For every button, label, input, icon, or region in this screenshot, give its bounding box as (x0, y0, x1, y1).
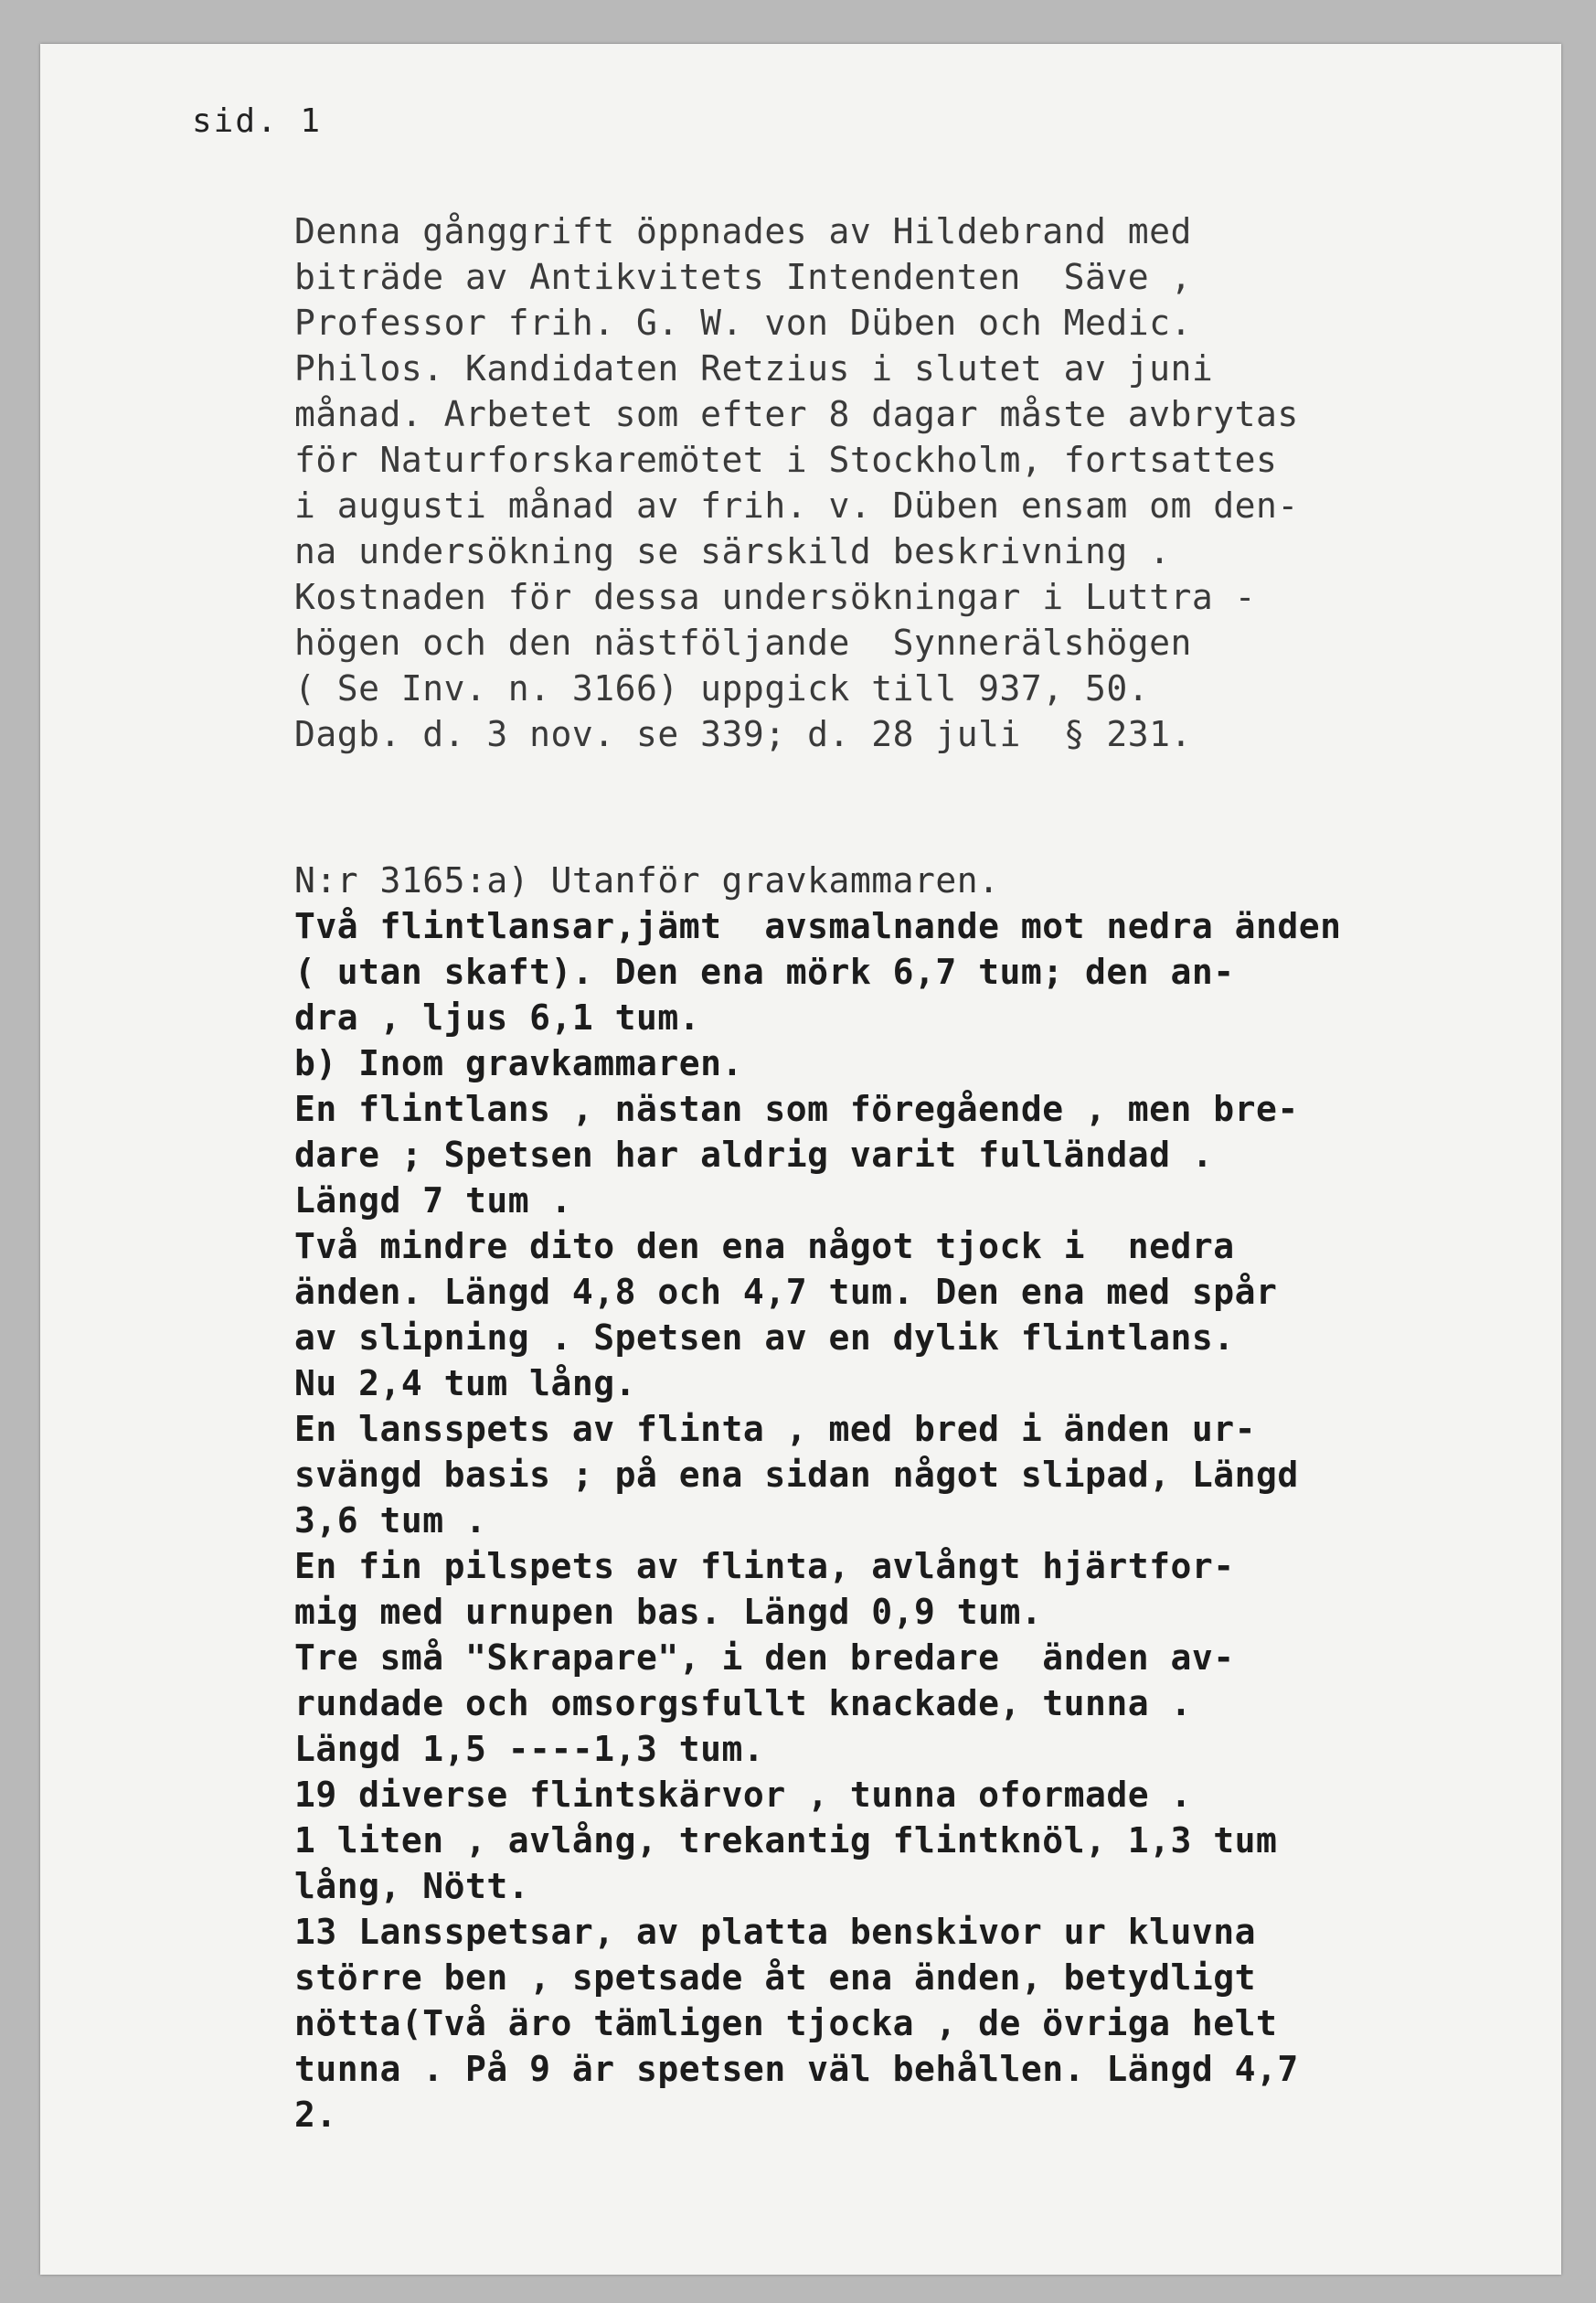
catalog-line: 2. (294, 2095, 337, 2135)
intro-line: ( Se Inv. n. 3166) uppgick till 937, 50. (294, 668, 1150, 709)
catalog-line: änden. Längd 4,8 och 4,7 tum. Den ena med spår (294, 1272, 1278, 1312)
catalog-line: svängd basis ; på ena sidan något slipad, Längd (294, 1455, 1299, 1495)
catalog-line: En flintlans , nästan som föregående , men bre- (294, 1089, 1299, 1129)
catalog-line: dare ; Spetsen har aldrig varit fulländad . (294, 1135, 1214, 1175)
catalog-line: Två mindre dito den ena något tjock i nedra (294, 1226, 1235, 1266)
intro-line: Dagb. d. 3 nov. se 339; d. 28 juli § 231. (294, 714, 1192, 754)
intro-line: högen och den nästföljande Synnerälshögen (294, 623, 1192, 663)
intro-line: Denna gånggrift öppnades av Hildebrand med (294, 211, 1192, 251)
catalog-entries (294, 858, 1510, 2138)
catalog-line: Tre små "Skrapare", i den bredare änden av- (294, 1637, 1235, 1678)
catalog-line: N:r 3165:a) Utanför gravkammaren. (294, 860, 1000, 901)
catalog-line: dra , ljus 6,1 tum. (294, 997, 701, 1038)
intro-line: na undersökning se särskild beskrivning . (294, 531, 1171, 571)
catalog-line: rundade och omsorgsfullt knackade, tunna . (294, 1683, 1192, 1723)
intro-line: biträde av Antikvitets Intendenten Säve , (294, 257, 1192, 297)
intro-line: månad. Arbetet som efter 8 dagar måste avbrytas (294, 394, 1299, 434)
intro-line: Kostnaden för dessa undersökningar i Luttra - (294, 577, 1257, 617)
catalog-line: Två flintlansar,jämt avsmalnande mot nedra änden (294, 906, 1342, 946)
intro-line: för Naturforskaremötet i Stockholm, fortsattes (294, 440, 1278, 480)
catalog-line: av slipning . Spetsen av en dylik flintlans. (294, 1317, 1235, 1358)
intro-line: i augusti månad av frih. v. Düben ensam om den- (294, 485, 1299, 526)
catalog-line: 3,6 tum . (294, 1500, 487, 1541)
catalog-line: Längd 7 tum . (294, 1180, 572, 1221)
intro-paragraph (294, 208, 1510, 757)
catalog-line: En fin pilspets av flinta, avlångt hjärtfor- (294, 1546, 1235, 1586)
catalog-line: ( utan skaft). Den ena mörk 6,7 tum; den an- (294, 952, 1235, 992)
catalog-line: 19 diverse flintskärvor , tunna oformade . (294, 1775, 1192, 1815)
intro-line: Professor frih. G. W. von Düben och Medic. (294, 303, 1192, 343)
catalog-line: b) Inom gravkammaren. (294, 1043, 743, 1083)
catalog-line: lång, Nött. (294, 1866, 530, 1906)
catalog-line: större ben , spetsade åt ena änden, betydligt (294, 1957, 1257, 1998)
catalog-line: Längd 1,5 ----1,3 tum. (294, 1729, 765, 1769)
page-label: sid. 1 (192, 102, 323, 140)
catalog-line: nötta(Två äro tämligen tjocka , de övriga helt (294, 2003, 1278, 2043)
catalog-line: 1 liten , avlång, trekantig flintknöl, 1,3 tum (294, 1820, 1278, 1861)
intro-line: Philos. Kandidaten Retzius i slutet av juni (294, 348, 1214, 389)
catalog-line: En lansspets av flinta , med bred i änden ur- (294, 1409, 1257, 1449)
catalog-line: tunna . På 9 är spetsen väl behållen. Längd 4,7 (294, 2049, 1299, 2089)
catalog-line: Nu 2,4 tum lång. (294, 1363, 637, 1403)
catalog-line: 13 Lansspetsar, av platta benskivor ur kluvna (294, 1912, 1257, 1952)
catalog-line: mig med urnupen bas. Längd 0,9 tum. (294, 1592, 1043, 1632)
